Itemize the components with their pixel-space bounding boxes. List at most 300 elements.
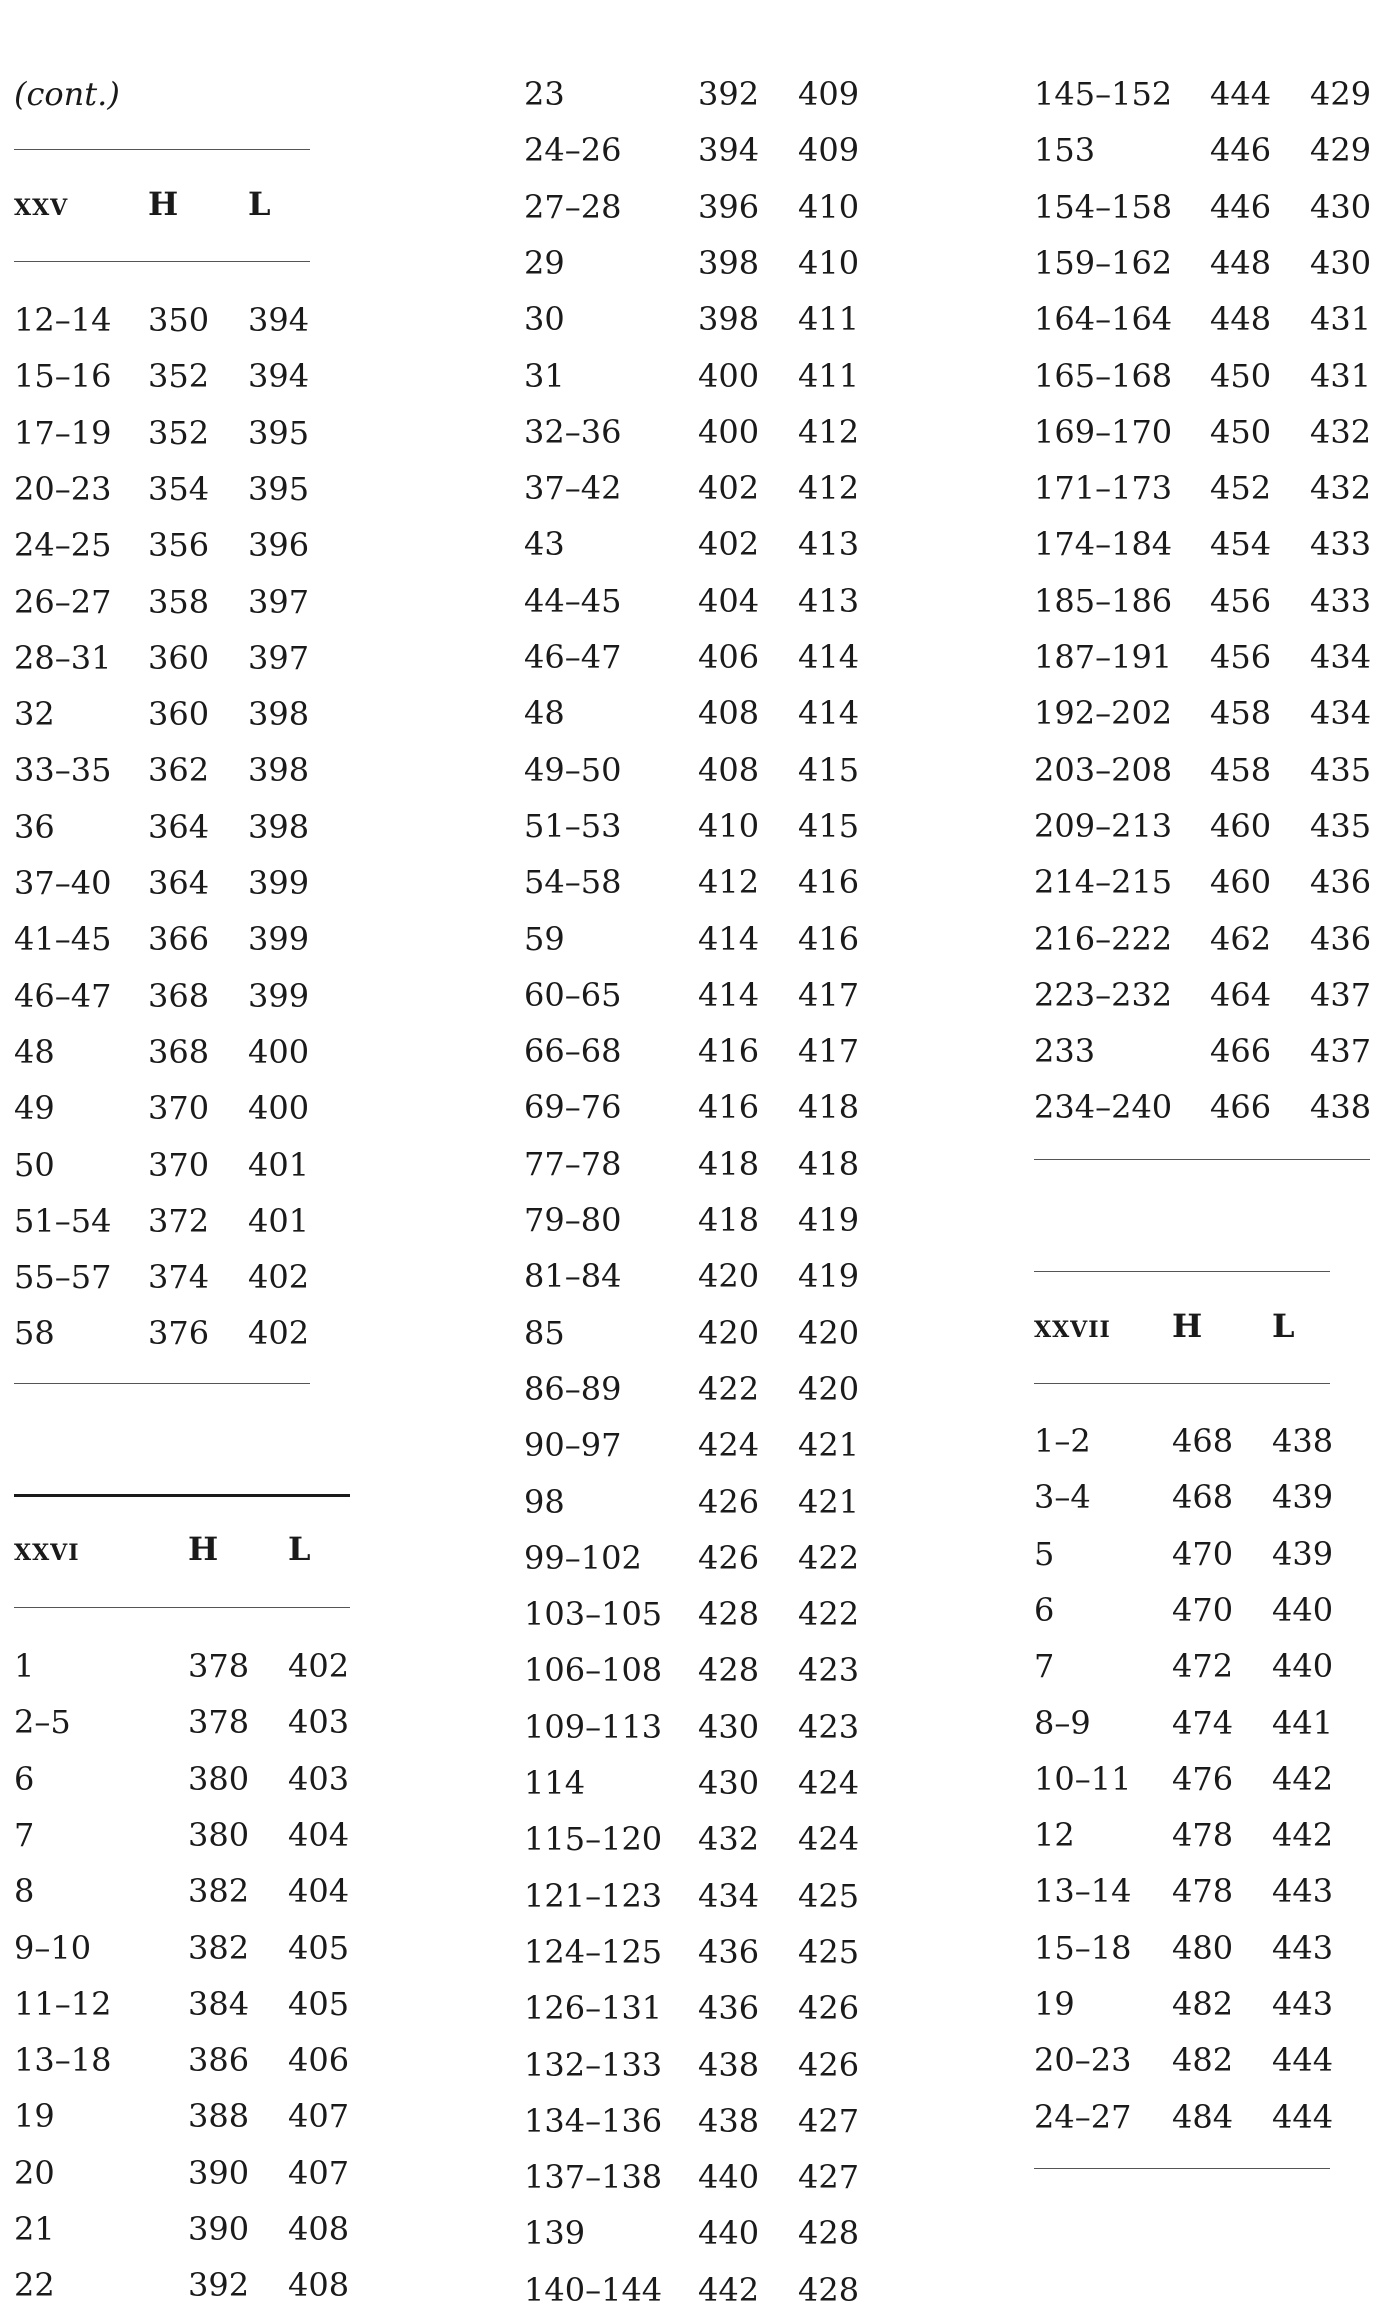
h-page: 482 (1172, 1985, 1234, 2023)
h-page: 350 (148, 301, 210, 339)
h-page: 388 (188, 2097, 250, 2136)
section-range: 20 (14, 2153, 55, 2192)
section-range: 48 (524, 694, 565, 733)
chapter-label: xxv (14, 185, 69, 223)
l-page: 408 (288, 2210, 350, 2248)
section-range: 24–27 (1034, 2097, 1132, 2136)
section-range: 209–213 (1034, 806, 1173, 845)
l-page: 397 (248, 638, 310, 677)
table-rule (1034, 1383, 1330, 1384)
h-page: 398 (698, 300, 760, 339)
l-page: 432 (1310, 469, 1372, 508)
section-range: 46–47 (14, 976, 112, 1015)
h-page: 442 (698, 2270, 760, 2309)
h-page: 416 (698, 1032, 760, 1071)
h-page: 360 (148, 695, 210, 734)
l-page: 402 (248, 1258, 310, 1297)
section-range: 153 (1034, 131, 1096, 170)
h-page: 452 (1210, 469, 1272, 508)
section-range: 22 (14, 2266, 55, 2305)
h-page: 418 (698, 1201, 760, 1239)
h-page: 354 (148, 469, 210, 508)
h-page: 352 (148, 357, 210, 396)
h-page: 454 (1210, 525, 1272, 564)
l-page: 428 (798, 2214, 860, 2253)
header-h: H (1172, 1307, 1203, 1345)
chapter-label: xxvi (14, 1530, 80, 1568)
h-page: 422 (698, 1369, 760, 1408)
section-range: 6 (14, 1759, 35, 1798)
l-page: 422 (798, 1595, 860, 1634)
l-page: 443 (1272, 1872, 1334, 1911)
section-range: 203–208 (1034, 750, 1173, 789)
h-page: 426 (698, 1482, 760, 1521)
section-range: 30 (524, 300, 565, 339)
h-page: 476 (1172, 1759, 1234, 1798)
h-page: 370 (148, 1089, 210, 1128)
l-page: 400 (248, 1089, 310, 1128)
section-range: 109–113 (524, 1707, 663, 1746)
l-page: 403 (288, 1703, 350, 1742)
l-page: 433 (1310, 581, 1372, 620)
l-page: 415 (798, 806, 860, 845)
section-range: 49 (14, 1089, 55, 1128)
section-range: 233 (1034, 1032, 1096, 1071)
section-range: 132–133 (524, 2045, 663, 2084)
section-range: 185–186 (1034, 581, 1173, 620)
section-range: 69–76 (524, 1088, 622, 1127)
section-range: 174–184 (1034, 525, 1173, 564)
h-page: 372 (148, 1201, 210, 1240)
l-page: 417 (798, 975, 860, 1014)
section-range: 15–18 (1034, 1928, 1132, 1967)
h-page: 406 (698, 638, 760, 676)
l-page: 407 (288, 2097, 350, 2136)
h-page: 408 (698, 750, 760, 789)
l-page: 413 (798, 581, 860, 620)
section-range: 165–168 (1034, 356, 1173, 395)
l-page: 422 (798, 1538, 860, 1577)
section-range: 126–131 (524, 1989, 663, 2028)
section-range: 114 (524, 1764, 586, 1802)
l-page: 398 (248, 695, 310, 734)
section-range: 3–4 (1034, 1478, 1091, 1517)
header-l: L (248, 185, 271, 223)
h-page: 402 (698, 469, 760, 508)
h-page: 464 (1210, 975, 1272, 1014)
section-range: 121–123 (524, 1876, 663, 1915)
l-page: 400 (248, 1032, 310, 1071)
l-page: 420 (798, 1369, 860, 1408)
l-page: 409 (798, 131, 860, 170)
section-range: 11–12 (14, 1984, 112, 2023)
h-page: 366 (148, 920, 210, 959)
section-range: 66–68 (524, 1032, 622, 1071)
table-rule (14, 261, 310, 262)
h-page: 364 (148, 807, 210, 846)
table-rule (14, 1494, 350, 1497)
section-range: 154–158 (1034, 187, 1173, 226)
section-range: 223–232 (1034, 975, 1173, 1014)
h-page: 412 (698, 863, 760, 902)
h-page: 368 (148, 976, 210, 1015)
l-page: 401 (248, 1201, 310, 1240)
h-page: 460 (1210, 806, 1272, 845)
h-page: 470 (1172, 1534, 1234, 1573)
section-range: 1–2 (1034, 1422, 1091, 1460)
section-range: 9–10 (14, 1928, 92, 1967)
continued-label: (cont.) (14, 75, 120, 113)
section-range: 12–14 (14, 301, 112, 339)
section-range: 169–170 (1034, 412, 1173, 451)
h-page: 434 (698, 1876, 760, 1915)
l-page: 405 (288, 1928, 350, 1967)
section-range: 134–136 (524, 2101, 663, 2140)
h-page: 450 (1210, 412, 1272, 451)
l-page: 418 (798, 1144, 860, 1183)
l-page: 401 (248, 1145, 310, 1184)
section-range: 37–40 (14, 864, 112, 902)
l-page: 414 (798, 694, 860, 733)
h-page: 424 (698, 1426, 760, 1465)
l-page: 398 (248, 807, 310, 846)
l-page: 396 (248, 526, 310, 565)
l-page: 429 (1310, 131, 1372, 170)
section-range: 106–108 (524, 1651, 663, 1690)
l-page: 424 (798, 1820, 860, 1859)
column-3 (1034, 0, 1380, 2293)
section-range: 8 (14, 1872, 35, 1911)
l-page: 425 (798, 1932, 860, 1971)
h-page: 456 (1210, 638, 1272, 676)
section-range: 44–45 (524, 581, 622, 620)
section-range: 99–102 (524, 1538, 642, 1577)
h-page: 376 (148, 1314, 210, 1353)
h-page: 380 (188, 1759, 250, 1798)
h-page: 392 (698, 75, 760, 113)
section-range: 43 (524, 525, 565, 564)
section-range: 124–125 (524, 1932, 663, 1971)
section-range: 187–191 (1034, 638, 1173, 676)
l-page: 432 (1310, 412, 1372, 451)
section-range: 7 (1034, 1647, 1055, 1686)
section-range: 145–152 (1034, 75, 1173, 113)
section-range: 51–53 (524, 806, 622, 845)
l-page: 419 (798, 1201, 860, 1239)
header-l: L (1272, 1307, 1295, 1345)
section-range: 29 (524, 243, 565, 282)
l-page: 433 (1310, 525, 1372, 564)
h-page: 396 (698, 187, 760, 226)
section-range: 8–9 (1034, 1703, 1091, 1742)
l-page: 436 (1310, 919, 1372, 958)
l-page: 434 (1310, 694, 1372, 733)
l-page: 404 (288, 1815, 350, 1854)
l-page: 438 (1272, 1422, 1334, 1460)
section-range: 37–42 (524, 469, 622, 508)
l-page: 423 (798, 1651, 860, 1690)
section-range: 13–14 (1034, 1872, 1132, 1911)
h-page: 432 (698, 1820, 760, 1859)
l-page: 426 (798, 1989, 860, 2028)
h-page: 428 (698, 1651, 760, 1690)
section-range: 86–89 (524, 1369, 622, 1408)
section-range: 24–25 (14, 526, 112, 565)
l-page: 412 (798, 469, 860, 508)
section-range: 12 (1034, 1816, 1075, 1855)
h-page: 450 (1210, 356, 1272, 395)
l-page: 443 (1272, 1985, 1334, 2023)
h-page: 398 (698, 243, 760, 282)
section-range: 36 (14, 807, 55, 846)
l-page: 440 (1272, 1590, 1334, 1629)
h-page: 356 (148, 526, 210, 565)
l-page: 444 (1272, 2097, 1334, 2136)
section-range: 32 (14, 695, 55, 734)
l-page: 431 (1310, 300, 1372, 339)
h-page: 418 (698, 1144, 760, 1183)
h-page: 382 (188, 1872, 250, 1911)
h-page: 438 (698, 2101, 760, 2140)
l-page: 424 (798, 1764, 860, 1802)
h-page: 390 (188, 2210, 250, 2248)
section-range: 214–215 (1034, 863, 1173, 902)
column-1 (14, 0, 354, 2305)
h-page: 458 (1210, 694, 1272, 733)
h-page: 440 (698, 2158, 760, 2197)
section-range: 60–65 (524, 975, 622, 1014)
section-range: 171–173 (1034, 469, 1173, 508)
h-page: 414 (698, 919, 760, 958)
table-rule (1034, 2168, 1330, 2169)
l-page: 420 (798, 1313, 860, 1352)
section-range: 2–5 (14, 1703, 71, 1742)
h-page: 478 (1172, 1816, 1234, 1855)
l-page: 429 (1310, 75, 1372, 113)
l-page: 411 (798, 356, 860, 395)
l-page: 413 (798, 525, 860, 564)
section-range: 33–35 (14, 751, 112, 790)
table-rule (14, 149, 310, 150)
table-rule (1034, 1271, 1330, 1272)
section-range: 13–18 (14, 2041, 112, 2080)
l-page: 431 (1310, 356, 1372, 395)
h-page: 444 (1210, 75, 1272, 113)
h-page: 352 (148, 413, 210, 452)
l-page: 417 (798, 1032, 860, 1071)
section-range: 23 (524, 75, 565, 113)
h-page: 408 (698, 694, 760, 733)
l-page: 440 (1272, 1647, 1334, 1686)
l-page: 399 (248, 864, 310, 902)
section-range: 85 (524, 1313, 565, 1352)
h-page: 430 (698, 1764, 760, 1802)
h-page: 480 (1172, 1928, 1234, 1967)
l-page: 415 (798, 750, 860, 789)
section-range: 216–222 (1034, 919, 1173, 958)
l-page: 404 (288, 1872, 350, 1911)
section-range: 77–78 (524, 1144, 622, 1183)
section-range: 192–202 (1034, 694, 1173, 733)
l-page: 437 (1310, 1032, 1372, 1071)
h-page: 414 (698, 975, 760, 1014)
l-page: 410 (798, 243, 860, 282)
l-page: 438 (1310, 1088, 1372, 1127)
section-range: 32–36 (524, 412, 622, 451)
l-page: 419 (798, 1257, 860, 1296)
l-page: 439 (1272, 1534, 1334, 1573)
section-range: 20–23 (14, 469, 112, 508)
h-page: 420 (698, 1257, 760, 1296)
h-page: 410 (698, 806, 760, 845)
h-page: 374 (148, 1258, 210, 1297)
l-page: 399 (248, 920, 310, 959)
section-range: 103–105 (524, 1595, 663, 1634)
h-page: 370 (148, 1145, 210, 1184)
chapter-label: xxvii (1034, 1307, 1111, 1345)
h-page: 378 (188, 1647, 250, 1685)
h-page: 478 (1172, 1872, 1234, 1911)
column-2 (524, 0, 864, 2309)
h-page: 474 (1172, 1703, 1234, 1742)
l-page: 397 (248, 582, 310, 621)
l-page: 443 (1272, 1928, 1334, 1967)
l-page: 409 (798, 75, 860, 113)
l-page: 407 (288, 2153, 350, 2192)
section-range: 137–138 (524, 2158, 663, 2197)
h-page: 484 (1172, 2097, 1234, 2136)
h-page: 420 (698, 1313, 760, 1352)
section-range: 98 (524, 1482, 565, 1521)
l-page: 412 (798, 412, 860, 451)
h-page: 428 (698, 1595, 760, 1634)
l-page: 427 (798, 2101, 860, 2140)
section-range: 51–54 (14, 1201, 112, 1240)
section-range: 1 (14, 1647, 35, 1685)
section-range: 41–45 (14, 920, 112, 959)
section-range: 20–23 (1034, 2041, 1132, 2080)
h-page: 404 (698, 581, 760, 620)
section-range: 7 (14, 1815, 35, 1854)
h-page: 466 (1210, 1088, 1272, 1127)
section-range: 54–58 (524, 863, 622, 902)
section-range: 19 (14, 2097, 55, 2136)
l-page: 411 (798, 300, 860, 339)
l-page: 435 (1310, 806, 1372, 845)
l-page: 398 (248, 751, 310, 790)
h-page: 430 (698, 1707, 760, 1746)
l-page: 430 (1310, 187, 1372, 226)
l-page: 430 (1310, 243, 1372, 282)
section-range: 90–97 (524, 1426, 622, 1465)
h-page: 378 (188, 1703, 250, 1742)
l-page: 402 (288, 1647, 350, 1685)
l-page: 434 (1310, 638, 1372, 676)
l-page: 423 (798, 1707, 860, 1746)
h-page: 402 (698, 525, 760, 564)
section-range: 5 (1034, 1534, 1055, 1573)
l-page: 394 (248, 357, 310, 396)
l-page: 439 (1272, 1478, 1334, 1517)
l-page: 402 (248, 1314, 310, 1353)
h-page: 394 (698, 131, 760, 170)
h-page: 362 (148, 751, 210, 790)
l-page: 426 (798, 2045, 860, 2084)
l-page: 441 (1272, 1703, 1334, 1742)
header-h: H (148, 185, 179, 223)
h-page: 466 (1210, 1032, 1272, 1071)
h-page: 470 (1172, 1590, 1234, 1629)
table-rule (14, 1607, 350, 1608)
l-page: 399 (248, 976, 310, 1015)
l-page: 410 (798, 187, 860, 226)
l-page: 437 (1310, 975, 1372, 1014)
section-range: 19 (1034, 1985, 1075, 2023)
section-range: 79–80 (524, 1201, 622, 1239)
section-range: 58 (14, 1314, 55, 1353)
h-page: 380 (188, 1815, 250, 1854)
h-page: 392 (188, 2266, 250, 2305)
section-range: 140–144 (524, 2270, 663, 2309)
l-page: 421 (798, 1426, 860, 1465)
h-page: 468 (1172, 1478, 1234, 1517)
h-page: 436 (698, 1989, 760, 2028)
section-range: 49–50 (524, 750, 622, 789)
section-range: 15–16 (14, 357, 112, 396)
header-l: L (288, 1530, 311, 1568)
h-page: 446 (1210, 187, 1272, 226)
l-page: 403 (288, 1759, 350, 1798)
table-rule (14, 1383, 310, 1384)
section-range: 164–164 (1034, 300, 1173, 339)
section-range: 159–162 (1034, 243, 1173, 282)
section-range: 21 (14, 2210, 55, 2248)
l-page: 394 (248, 301, 310, 339)
section-range: 115–120 (524, 1820, 663, 1859)
h-page: 438 (698, 2045, 760, 2084)
l-page: 427 (798, 2158, 860, 2197)
section-range: 234–240 (1034, 1088, 1173, 1127)
h-page: 460 (1210, 863, 1272, 902)
h-page: 364 (148, 864, 210, 902)
l-page: 436 (1310, 863, 1372, 902)
h-page: 416 (698, 1088, 760, 1127)
section-range: 17–19 (14, 413, 112, 452)
section-range: 27–28 (524, 187, 622, 226)
h-page: 482 (1172, 2041, 1234, 2080)
h-page: 426 (698, 1538, 760, 1577)
section-range: 59 (524, 919, 565, 958)
l-page: 444 (1272, 2041, 1334, 2080)
h-page: 360 (148, 638, 210, 677)
h-page: 458 (1210, 750, 1272, 789)
l-page: 395 (248, 413, 310, 452)
table-rule (1034, 1159, 1370, 1160)
h-page: 384 (188, 1984, 250, 2023)
l-page: 425 (798, 1876, 860, 1915)
h-page: 382 (188, 1928, 250, 1967)
l-page: 418 (798, 1088, 860, 1127)
h-page: 468 (1172, 1422, 1234, 1460)
h-page: 368 (148, 1032, 210, 1071)
h-page: 400 (698, 356, 760, 395)
section-range: 28–31 (14, 638, 112, 677)
h-page: 448 (1210, 243, 1272, 282)
l-page: 428 (798, 2270, 860, 2309)
h-page: 440 (698, 2214, 760, 2253)
section-range: 81–84 (524, 1257, 622, 1296)
h-page: 436 (698, 1932, 760, 1971)
